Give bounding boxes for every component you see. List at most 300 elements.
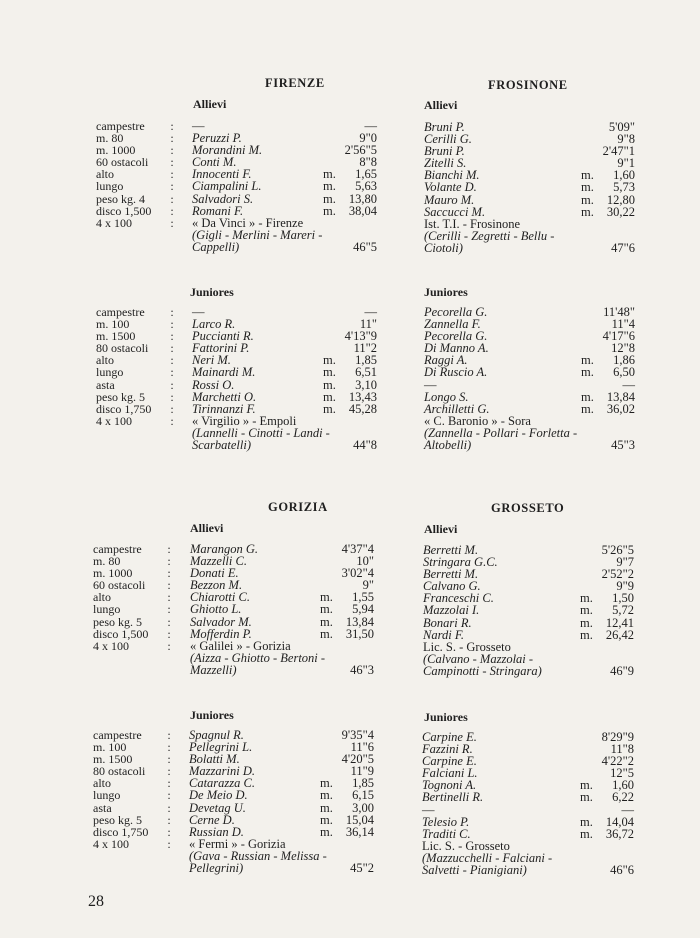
result-value: 1,60	[612, 778, 634, 793]
athlete-name: Mazzarini D.	[189, 764, 255, 779]
event-label: m. 1000	[96, 143, 136, 158]
result	[323, 403, 377, 415]
athlete-name: Berretti M.	[423, 543, 479, 557]
event-label-row	[96, 366, 176, 378]
result-value: 9"	[362, 578, 374, 593]
athlete-name: Bianchi M.	[424, 168, 480, 183]
result-unit: m.	[323, 179, 336, 194]
relay-entry	[422, 840, 634, 876]
category-heading: Allievi	[193, 97, 227, 111]
result-unit: m.	[323, 401, 336, 416]
result-row	[192, 391, 377, 403]
event-labels	[96, 306, 176, 427]
relay-members: (Zannella - Pollari - Forletta - Altobelli)	[424, 425, 578, 453]
athlete-name: Catarazza C.	[189, 776, 255, 791]
athlete-name: Spagnul R.	[189, 728, 244, 742]
result-unit: m.	[581, 168, 594, 183]
athlete-name: Mainardi M.	[192, 365, 256, 380]
event-label-row	[93, 603, 173, 615]
result-value: 13,84	[345, 614, 374, 629]
athlete-name: Volante D.	[424, 180, 477, 195]
result-value: —	[364, 305, 377, 319]
label-colon: :	[170, 317, 174, 332]
result	[323, 391, 377, 403]
label-colon: :	[167, 728, 171, 742]
result-row	[190, 616, 374, 628]
event-label-row	[96, 205, 176, 217]
result-unit: m.	[580, 615, 593, 630]
label-colon: :	[170, 365, 174, 380]
result-value: 31,50	[345, 626, 374, 641]
label-colon: :	[167, 824, 171, 839]
athlete-name: Devetag U.	[189, 800, 246, 815]
athlete-name: Carpine E.	[422, 754, 477, 769]
event-label: lungo	[96, 179, 124, 194]
label-colon: :	[167, 602, 171, 617]
event-label: campestre	[93, 542, 142, 556]
result-unit	[320, 753, 338, 765]
result-value: 6,51	[355, 365, 377, 380]
result-value: 12,80	[606, 192, 635, 207]
event-label: asta	[93, 800, 112, 815]
result-value: 45,28	[348, 401, 377, 416]
event-label-row	[93, 640, 173, 652]
result-unit: m.	[580, 790, 593, 805]
result-value: 9"7	[616, 555, 634, 570]
event-label: campestre	[93, 728, 142, 742]
result-value: 4'37"4	[341, 542, 374, 556]
result-value: 1,55	[352, 590, 374, 605]
result-unit	[581, 379, 599, 391]
result-value: —	[621, 802, 634, 817]
relay-team: Lic. S. - Grosseto	[422, 838, 510, 853]
athlete-name: Traditi C.	[422, 826, 471, 841]
result-unit: m.	[323, 191, 336, 206]
result	[323, 193, 377, 205]
event-label: alto	[96, 167, 114, 182]
event-label: 4 x 100	[96, 413, 132, 428]
event-label: campestre	[96, 305, 145, 319]
label-colon: :	[167, 776, 171, 791]
result-unit	[580, 568, 598, 580]
category-heading: Juniores	[424, 710, 468, 724]
athlete-name: Romani F.	[192, 203, 244, 218]
result-unit: m.	[581, 180, 594, 195]
result-unit: m.	[580, 826, 593, 841]
result-unit: m.	[320, 788, 333, 803]
label-colon: :	[167, 638, 171, 653]
result	[581, 194, 635, 206]
event-label-row	[96, 391, 176, 403]
event-label-row	[96, 415, 176, 427]
result-unit: m.	[580, 814, 593, 829]
event-label: 60 ostacoli	[93, 578, 146, 593]
result-value: 36,14	[345, 824, 374, 839]
athlete-name: Chiarotti C.	[190, 590, 250, 605]
relay-time: 45"3	[611, 438, 635, 453]
result-unit	[323, 318, 341, 330]
result-unit	[581, 330, 599, 342]
relay-time: 46"5	[353, 239, 377, 254]
label-colon: :	[170, 353, 174, 368]
result-value: —	[622, 377, 635, 392]
result-value: 4'17"6	[602, 329, 635, 344]
event-label-row	[93, 838, 173, 850]
label-colon: :	[170, 413, 174, 428]
result	[581, 379, 635, 391]
results-column	[422, 731, 634, 876]
event-label: disco 1,500	[96, 203, 152, 218]
label-colon: :	[167, 740, 171, 755]
result-row	[424, 206, 635, 218]
label-colon: :	[170, 377, 174, 392]
result-value: 5'26"5	[601, 543, 634, 557]
label-colon: :	[170, 329, 174, 344]
relay-entry	[424, 415, 635, 451]
result-row	[422, 816, 634, 828]
result	[320, 826, 374, 838]
event-label: m. 80	[93, 554, 121, 569]
athlete-name: Bruni P.	[424, 144, 465, 159]
result-value: 11"9	[350, 764, 374, 779]
athlete-name: Conti M.	[192, 155, 237, 170]
result-row	[422, 804, 634, 816]
event-label-row	[93, 814, 173, 826]
label-colon: :	[167, 542, 171, 556]
label-colon: :	[167, 554, 171, 569]
label-colon: :	[167, 836, 171, 851]
category-heading: Allievi	[424, 98, 458, 112]
page-number: 28	[88, 893, 104, 910]
relay-members: (Calvano - Mazzolai - Campinotti - Stringara)	[423, 651, 542, 678]
category-heading: Allievi	[190, 521, 224, 535]
result-unit: m.	[320, 614, 333, 629]
athlete-name: Berretti M.	[423, 567, 479, 582]
event-label: peso kg. 5	[93, 812, 142, 827]
relay-text	[423, 641, 578, 677]
athlete-name: Fazzini R.	[422, 742, 473, 757]
athlete-name: Longo S.	[424, 389, 469, 404]
event-label: alto	[93, 776, 111, 791]
result-value: 1,65	[355, 167, 377, 182]
result-value: 5,63	[355, 179, 377, 194]
athlete-name: Nardi F.	[423, 627, 464, 642]
athlete-name: Pellegrini L.	[189, 740, 253, 755]
athlete-name: Puccianti R.	[192, 329, 254, 344]
results-column	[192, 306, 377, 451]
athlete-name: De Meio D.	[189, 788, 248, 803]
result-value: 6,22	[612, 790, 634, 805]
relay-time: 46"6	[610, 863, 634, 878]
event-label: alto	[96, 353, 114, 368]
result	[580, 804, 634, 816]
result-unit	[580, 743, 598, 755]
result-unit	[320, 729, 338, 741]
result	[320, 628, 374, 640]
result-value: 5'09"	[608, 120, 635, 134]
result-unit: m.	[320, 800, 333, 815]
result-unit	[323, 120, 341, 132]
result	[323, 366, 377, 378]
relay-members: (Gigli - Merlini - Mareri - Cappelli)	[192, 227, 323, 254]
athlete-name: Carpine E.	[422, 730, 477, 744]
result	[581, 181, 635, 193]
result-unit	[581, 145, 599, 157]
result-value: 4'13"9	[344, 329, 377, 344]
event-label: lungo	[93, 788, 121, 803]
result-unit: m.	[581, 353, 594, 368]
event-label: m. 1500	[96, 329, 136, 344]
result	[323, 205, 377, 217]
result-unit: m.	[320, 776, 333, 791]
result-unit: m.	[320, 626, 333, 641]
event-label: 80 ostacoli	[93, 764, 146, 779]
event-label: peso kg. 5	[96, 389, 145, 404]
event-label-row	[93, 802, 173, 814]
result-unit: m.	[320, 812, 333, 827]
category-heading: Juniores	[190, 708, 234, 722]
athlete-name: Tirinnanzi F.	[192, 401, 256, 416]
result-value: 5,73	[613, 180, 635, 195]
athlete-name: Ghiotto L.	[190, 602, 242, 617]
result-row	[189, 789, 374, 801]
result-value: 12"8	[611, 341, 635, 356]
athlete-name: Pecorella G.	[424, 329, 488, 344]
athlete-name: Mazzelli C.	[190, 554, 247, 569]
relay-entry	[190, 640, 374, 676]
label-colon: :	[170, 167, 174, 182]
athlete-name: Innocenti F.	[192, 167, 252, 182]
label-colon: :	[170, 143, 174, 158]
result	[580, 791, 634, 803]
result-value: 2'56"5	[344, 143, 377, 158]
result-value: 3'02"4	[341, 566, 374, 581]
result-value: 36,72	[605, 826, 634, 841]
relay-members: (Gava - Russian - Melissa - Pellegrini)	[189, 848, 327, 876]
result-unit: m.	[580, 591, 593, 606]
result-value: 30,22	[606, 204, 635, 219]
relay-text	[192, 415, 347, 451]
athlete-name: Bertinelli R.	[422, 790, 484, 805]
city-heading: FROSINONE	[488, 78, 568, 92]
result-unit: m.	[323, 167, 336, 182]
athlete-name: Marchetti O.	[192, 389, 257, 404]
athlete-name: Stringara G.C.	[423, 555, 498, 570]
relay-time: 45"2	[350, 861, 374, 876]
result-value: 9"8	[617, 132, 635, 147]
city-heading: GORIZIA	[268, 500, 328, 514]
result-row	[423, 604, 634, 616]
event-label: disco 1,750	[93, 824, 149, 839]
results-column	[423, 544, 634, 677]
athlete-name: Ciampalini L.	[192, 179, 262, 194]
relay-entry	[424, 218, 635, 254]
result-unit: m.	[581, 365, 594, 380]
athlete-name: Zitelli S.	[424, 156, 467, 171]
result-unit	[320, 555, 338, 567]
event-label: disco 1,500	[93, 626, 149, 641]
relay-team: Ist. T.I. - Frosinone	[424, 216, 521, 231]
result-unit	[580, 804, 598, 816]
athlete-name: Di Manno A.	[424, 341, 489, 356]
results-column	[192, 120, 377, 253]
result-row	[424, 194, 635, 206]
result-value: 5,72	[612, 603, 634, 618]
event-label: lungo	[93, 602, 121, 617]
event-label: peso kg. 4	[96, 191, 145, 206]
result-unit: m.	[323, 365, 336, 380]
athlete-name: Mauro M.	[424, 192, 475, 207]
relay-members: (Cerilli - Zegretti - Bellu - Ciotoli)	[424, 228, 555, 255]
event-label: peso kg. 5	[93, 614, 142, 629]
result-row	[424, 379, 635, 391]
result-row	[192, 193, 377, 205]
result	[320, 603, 374, 615]
result-value: 13,43	[348, 389, 377, 404]
result-unit	[320, 567, 338, 579]
athlete-name: Rossi O.	[192, 377, 235, 392]
relay-text	[192, 217, 347, 253]
result-unit	[581, 318, 599, 330]
label-colon: :	[167, 614, 171, 629]
result-unit: m.	[580, 603, 593, 618]
athlete-name: Tognoni A.	[422, 778, 477, 793]
athlete-name: Morandini M.	[192, 143, 263, 158]
result-value: 12"5	[610, 766, 634, 781]
city-heading: FIRENZE	[265, 76, 325, 90]
result-value: 1,85	[355, 353, 377, 368]
result-value: 11"	[359, 317, 377, 332]
label-colon: :	[167, 566, 171, 581]
result	[581, 366, 635, 378]
result-value: 1,85	[352, 776, 374, 791]
label-colon: :	[167, 578, 171, 593]
result	[580, 629, 634, 641]
label-colon: :	[170, 203, 174, 218]
result-unit: m.	[320, 824, 333, 839]
result	[580, 617, 634, 629]
result	[323, 180, 377, 192]
athlete-name: Di Ruscio A.	[424, 365, 488, 380]
label-colon: :	[170, 215, 174, 230]
result-value: 36,02	[606, 401, 635, 416]
relay-members: (Mazzucchelli - Falciani - Salvetti - Pianigiani)	[422, 850, 553, 878]
result	[320, 802, 374, 814]
result-value: 2'47"1	[602, 144, 635, 159]
result-value: 10"	[356, 554, 374, 569]
result-value: 8"8	[359, 155, 377, 170]
result-row	[192, 205, 377, 217]
event-label: m. 100	[96, 317, 130, 332]
result	[581, 206, 635, 218]
result-value: 9"1	[617, 156, 635, 171]
event-labels	[93, 729, 173, 850]
result-unit	[323, 306, 341, 318]
event-label: campestre	[96, 119, 145, 133]
relay-team: « C. Baronio » - Sora	[424, 413, 531, 428]
result	[581, 403, 635, 415]
event-label-row	[93, 628, 173, 640]
athlete-name: —	[424, 377, 437, 392]
athlete-name: Falciani L.	[422, 766, 478, 781]
label-colon: :	[167, 764, 171, 779]
result-unit: m.	[323, 377, 336, 392]
athlete-name: Bezzon M.	[190, 578, 243, 593]
result-row	[423, 617, 634, 629]
result-value: 11"4	[611, 317, 635, 332]
result-unit: m.	[580, 627, 593, 642]
athlete-name: Bonari R.	[423, 615, 472, 630]
athlete-name: —	[192, 119, 205, 133]
results-column	[424, 121, 635, 254]
result	[320, 616, 374, 628]
result	[320, 814, 374, 826]
result-value: 13,80	[348, 191, 377, 206]
result-value: 9"0	[359, 131, 377, 146]
event-labels	[93, 543, 173, 652]
athlete-name: Salvadori S.	[192, 191, 254, 206]
result-unit	[580, 556, 598, 568]
athlete-name: Raggi A.	[424, 353, 468, 368]
athlete-name: Cerilli G.	[424, 132, 472, 147]
athlete-name: Fattorini P.	[192, 341, 250, 356]
result-value: 11"8	[610, 742, 634, 757]
result-value: 11"2	[353, 341, 377, 356]
result-value: 15,04	[345, 812, 374, 827]
result-value: 12,41	[605, 615, 634, 630]
relay-members: (Lannelli - Cinotti - Landi - Scarbatelli)	[192, 425, 330, 453]
relay-time: 46"9	[610, 663, 634, 678]
results-column	[189, 729, 374, 874]
result-unit	[320, 543, 338, 555]
relay-text	[422, 840, 577, 876]
result-unit: m.	[320, 590, 333, 605]
event-label: alto	[93, 590, 111, 605]
relay-team: « Fermi » - Gorizia	[189, 836, 286, 851]
result-value: 9"9	[616, 579, 634, 594]
label-colon: :	[167, 752, 171, 767]
result-unit: m.	[323, 353, 336, 368]
athlete-name: —	[192, 305, 205, 319]
relay-entry	[423, 641, 634, 677]
result-value: 6,50	[613, 365, 635, 380]
result-row	[424, 366, 635, 378]
event-label: asta	[96, 377, 115, 392]
result	[323, 379, 377, 391]
relay-text	[424, 415, 579, 451]
result-value: 2'52"2	[601, 567, 634, 582]
result-unit	[320, 741, 338, 753]
result-value: 1,60	[613, 168, 635, 183]
label-colon: :	[167, 626, 171, 641]
result-value: 11"6	[350, 740, 374, 755]
relay-team: « Virgilio » - Empoli	[192, 413, 297, 428]
relay-time: 46"3	[350, 662, 374, 677]
result-row	[422, 791, 634, 803]
result-unit: m.	[320, 602, 333, 617]
result-unit	[581, 306, 599, 318]
label-colon: :	[170, 389, 174, 404]
relay-text	[424, 218, 579, 254]
relay-team: Lic. S. - Grosseto	[423, 639, 511, 654]
athlete-name: Bruni P.	[424, 120, 465, 134]
label-colon: :	[170, 179, 174, 194]
event-label: m. 1500	[93, 752, 133, 767]
result-value: 11'48"	[603, 305, 635, 319]
label-colon: :	[167, 800, 171, 815]
athlete-name: Saccucci M.	[424, 204, 486, 219]
athlete-name: —	[422, 802, 435, 817]
